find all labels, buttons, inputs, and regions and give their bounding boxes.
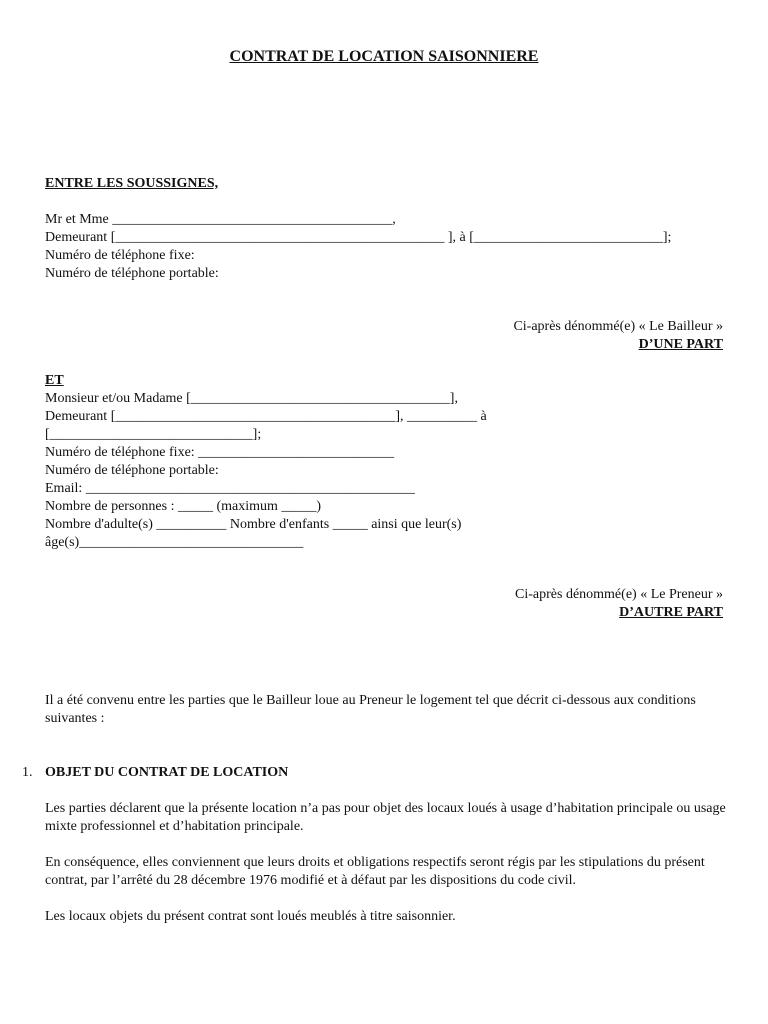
bailleur-part-label: D’UNE PART [638,337,723,352]
preneur-designation: Ci-après dénommé(e) « Le Preneur » [515,587,723,602]
section1-paragraph-3: Les locaux objets du présent contrat sont loués meublés à titre saisonnier. [45,909,456,924]
section1-paragraph-1: Les parties déclarent que la présente location n’a pas pour objet des locaux loués à usage d’habitation principale ou usage mixte professionnel et d’habitation principale. [45,801,726,834]
bailleur-name-line: Mr et Mme ________________________________________, [45,212,396,227]
preneur-phone-fixed: Numéro de téléphone fixe: ____________________________ [45,445,395,460]
preneur-persons: Nombre de personnes : _____ (maximum _____) [45,499,322,514]
document-title: CONTRAT DE LOCATION SAISONNIERE [229,48,539,65]
preneur-ages: âge(s)________________________________ [45,535,304,550]
preneur-email: Email: _______________________________________________ [45,481,415,496]
preneur-part-label: D’AUTRE PART [619,605,723,620]
section1-paragraph-2: En conséquence, elles conviennent que leurs droits et obligations respectifs seront régis par les stipulations du présent contrat, par l’arrêté du 28 décembre 1976 modifié et à défaut par les dispositions du code civil. [45,855,705,888]
preneur-address-cont: [_____________________________]; [45,427,262,442]
bailleur-address-line: Demeurant [_______________________________________________ ], à [___________________________]; [45,230,672,245]
bailleur-phone-fixed: Numéro de téléphone fixe: [45,248,195,263]
section1-heading: OBJET DU CONTRAT DE LOCATION [45,765,289,780]
preneur-name-line: Monsieur et/ou Madame [_____________________________________], [45,391,458,406]
bailleur-heading: ENTRE LES SOUSSIGNES, [45,176,219,191]
preneur-heading: ET [45,373,64,388]
preneur-address-line: Demeurant [________________________________________], __________ à [45,409,487,424]
section1-number: 1. [22,765,33,780]
preneur-adults-children: Nombre d'adulte(s) __________ Nombre d'enfants _____ ainsi que leur(s) [45,517,462,532]
intro-paragraph: Il a été convenu entre les parties que le Bailleur loue au Preneur le logement tel que décrit ci-dessous aux conditions suivantes : [45,693,696,726]
preneur-phone-mobile: Numéro de téléphone portable: [45,463,219,478]
bailleur-phone-mobile: Numéro de téléphone portable: [45,266,219,281]
bailleur-designation: Ci-après dénommé(e) « Le Bailleur » [513,319,723,334]
